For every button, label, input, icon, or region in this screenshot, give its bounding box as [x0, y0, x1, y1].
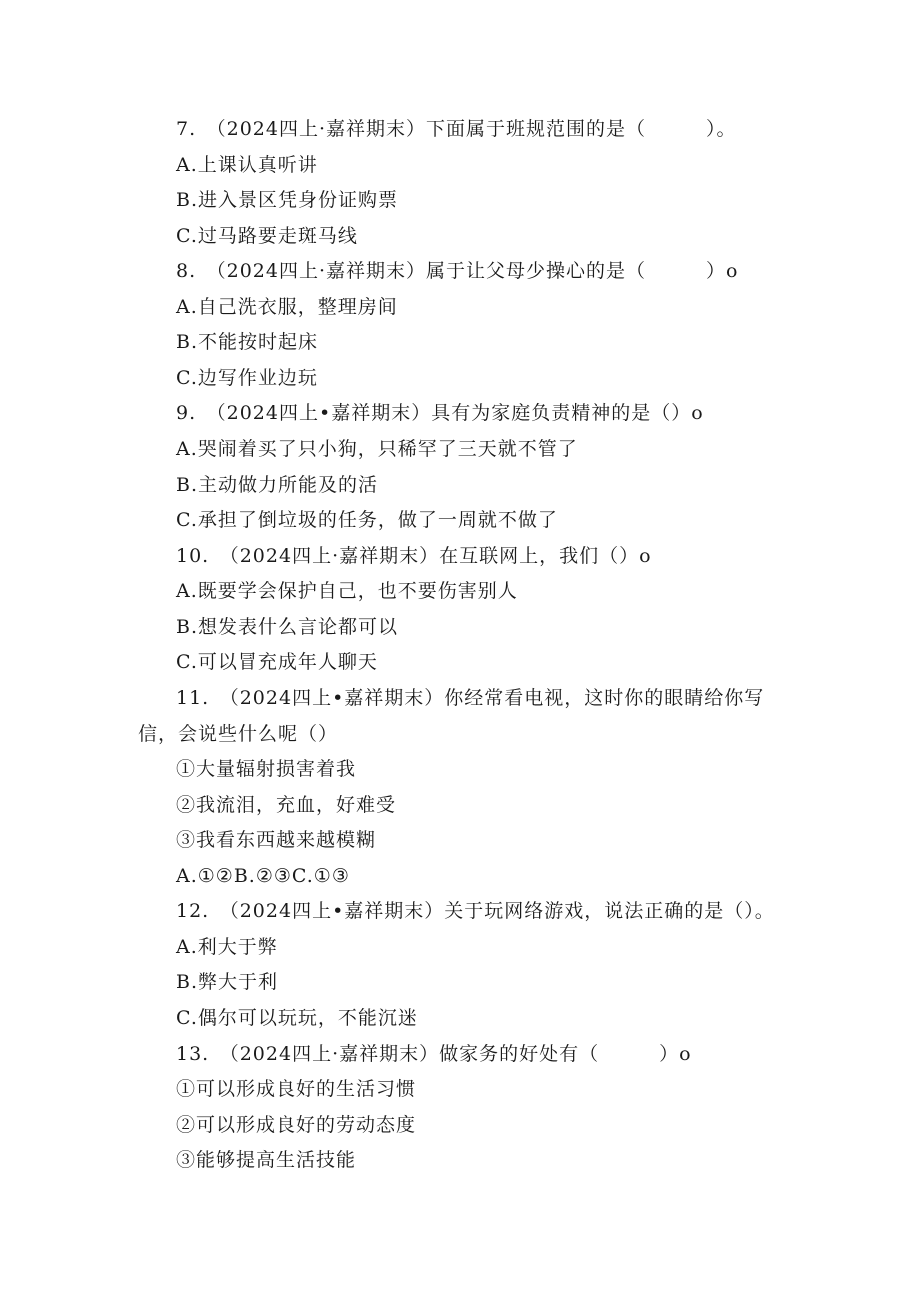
question-8-option-b: B.不能按时起床	[176, 331, 319, 353]
question-11-stem-line2: 信，会说些什么呢（）	[138, 723, 339, 745]
question-13-stem: 13. （2024四上·嘉祥期末）做家务的好处有（ ）o	[176, 1043, 692, 1065]
question-8-option-c: C.边写作业边玩	[176, 367, 318, 389]
question-11-answer-options: A.①②B.②③C.①③	[176, 865, 350, 887]
question-10-option-b: B.想发表什么言论都可以	[176, 616, 399, 638]
question-12-option-a: A.利大于弊	[176, 936, 278, 958]
question-9-option-c: C.承担了倒垃圾的任务，做了一周就不做了	[176, 509, 558, 531]
question-9-option-a: A.哭闹着买了只小狗，只稀罕了三天就不管了	[176, 438, 578, 460]
question-12-option-c: C.偶尔可以玩玩，不能沉迷	[176, 1007, 418, 1029]
question-7-option-a: A.上课认真听讲	[176, 154, 318, 176]
question-10-stem: 10. （2024四上·嘉祥期末）在互联网上，我们（）o	[176, 545, 652, 567]
question-7-option-b: B.进入景区凭身份证购票	[176, 189, 399, 211]
question-8-stem: 8. （2024四上·嘉祥期末）属于让父母少操心的是（ ）o	[176, 260, 739, 282]
question-13-item-1: ①可以形成良好的生活习惯	[176, 1078, 417, 1100]
question-12-stem: 12. （2024四上•嘉祥期末）关于玩网络游戏，说法正确的是（）。	[176, 900, 775, 922]
question-10-option-a: A.既要学会保护自己，也不要伤害别人	[176, 580, 518, 602]
question-8-option-a: A.自己洗衣服，整理房间	[176, 296, 398, 318]
question-9-option-b: B.主动做力所能及的活	[176, 474, 379, 496]
question-9-stem: 9. （2024四上•嘉祥期末）具有为家庭负责精神的是（）o	[176, 402, 704, 424]
question-11-stem-line1: 11. （2024四上•嘉祥期末）你经常看电视，这时你的眼睛给你写	[176, 687, 765, 709]
question-13-item-2: ②可以形成良好的劳动态度	[176, 1114, 417, 1136]
question-11-item-1: ①大量辐射损害着我	[176, 758, 357, 780]
question-7-stem: 7. （2024四上·嘉祥期末）下面属于班规范围的是（ ）。	[176, 118, 737, 140]
question-13-item-3: ③能够提高生活技能	[176, 1149, 357, 1171]
question-11-item-2: ②我流泪，充血，好难受	[176, 794, 397, 816]
question-11-item-3: ③我看东西越来越模糊	[176, 829, 377, 851]
question-7-option-c: C.过马路要走斑马线	[176, 225, 358, 247]
question-12-option-b: B.弊大于利	[176, 971, 279, 993]
question-10-option-c: C.可以冒充成年人聊天	[176, 651, 378, 673]
